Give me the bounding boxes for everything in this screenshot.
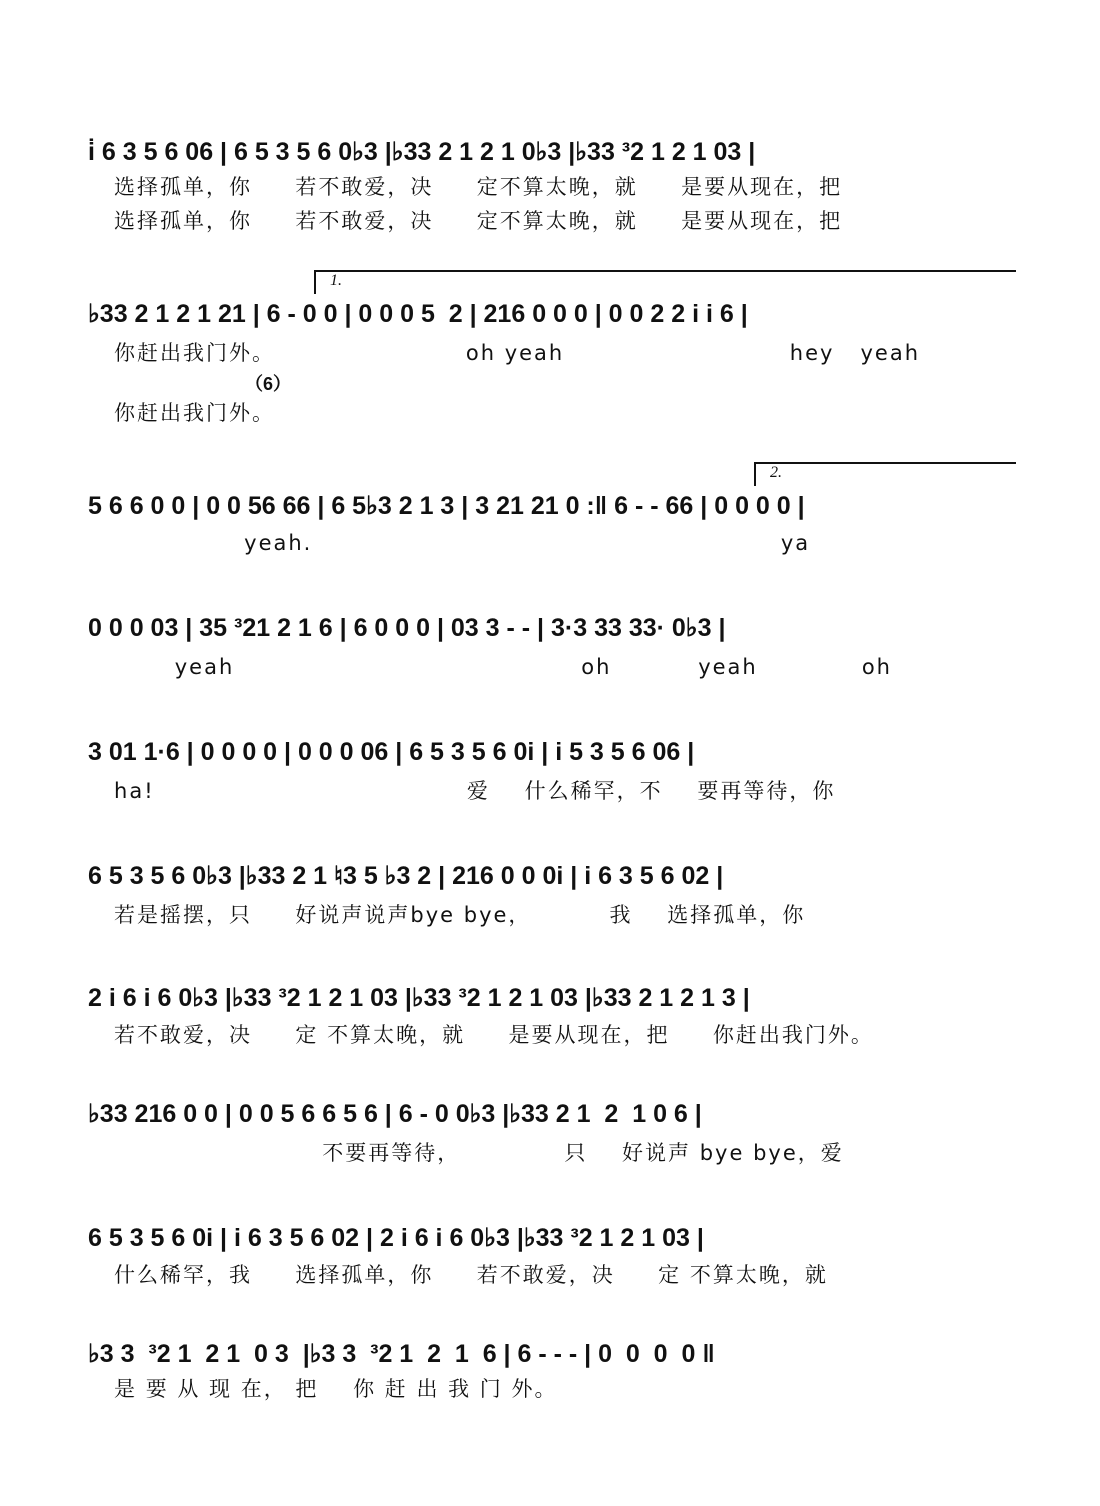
notation-line: i̇ 6 3 5 6 06 | 6 5 3 5 6 0♭3 |♭33 2 1 2 1 0♭3 |♭33 ³2 1 2 1 03 | — [88, 138, 756, 166]
lyric-line-1: 你赶出我门外。 oh yeah hey yeah — [88, 341, 921, 365]
notation-line: ♭33 216 0 0 | 0 0 5 6 6 5 6 | 6 - 0 0♭3 |♭33 2 1 2 1 0 6 | — [88, 1100, 702, 1128]
notation-line: 6 5 3 5 6 0♭3 |♭33 2 1 ♮3 5 ♭3 2 | 216 0 0 0i | i 6 3 5 6 02 | — [88, 862, 724, 890]
notation-line: 6 5 3 5 6 0i | i 6 3 5 6 02 | 2 i 6 i 6 0♭3 |♭33 ³2 1 2 1 03 | — [88, 1224, 704, 1252]
lyric-line-1: ha! 爱 什么稀罕，不 要再等待，你 — [88, 779, 836, 803]
volta-bracket-1 — [314, 270, 1016, 294]
notation-line: ♭3 3 ³2 1 2 1 0 3 |♭3 3 ³2 1 2 1 6 | 6 - - - | 0 0 0 0 ‖ — [88, 1340, 715, 1368]
notation-line: ♭33 2 1 2 1 21 | 6 - 0 0 | 0 0 0 5 2 | 216 0 0 0 | 0 0 2 2 i i 6 | — [88, 300, 748, 328]
lyric-line-1: yeah. ya — [88, 531, 811, 555]
lyric-line-1: 什么稀罕，我 选择孤单，你 若不敢爱，决 定 不算太晚，就 — [88, 1263, 828, 1287]
volta-bracket-2 — [754, 462, 1016, 486]
notation-line: 5 6 6 0 0 | 0 0 56 66 | 6 5♭3 2 1 3 | 3 21 21 0 :‖ 6 - - 66 | 0 0 0 0 | — [88, 492, 805, 520]
notation-line: 2 i 6 i 6 0♭3 |♭33 ³2 1 2 1 03 |♭33 ³2 1 2 1 03 |♭33 2 1 2 1 3 | — [88, 984, 750, 1012]
lyric-line-1: 若是摇摆，只 好说声说声bye bye， 我 选择孤单，你 — [88, 903, 806, 927]
lyric-line-2: 你赶出我门外。 — [88, 401, 276, 425]
lyric-line-1: 若不敢爱，决 定 不算太晚，就 是要从现在，把 你赶出我门外。 — [88, 1023, 874, 1047]
volta-label: 2. — [770, 464, 782, 481]
lyric-line-2: 选择孤单，你 若不敢爱，决 定不算太晚，就 是要从现在，把 — [88, 209, 843, 233]
notation-line: 0 0 0 03 | 35 ³21 2 1 6 | 6 0 0 0 | 03 3 - - | 3·3 33 33· 0♭3 | — [88, 614, 726, 642]
lyric-line-1: yeah oh yeah oh — [88, 655, 892, 679]
lyric-line-1: 不要再等待， 只 好说声 bye bye，爱 — [88, 1141, 844, 1165]
lyric-line-1: 是 要 从 现 在， 把 你 赶 出 我 门 外。 — [88, 1377, 558, 1401]
notation-line: 3 01 1·6 | 0 0 0 0 | 0 0 0 06 | 6 5 3 5 6 0i | i 5 3 5 6 06 | — [88, 738, 695, 766]
alternate-note: （6） — [245, 374, 292, 394]
lyric-line-1: 选择孤单，你 若不敢爱，决 定不算太晚，就 是要从现在，把 — [88, 175, 843, 199]
volta-label: 1. — [330, 272, 342, 289]
